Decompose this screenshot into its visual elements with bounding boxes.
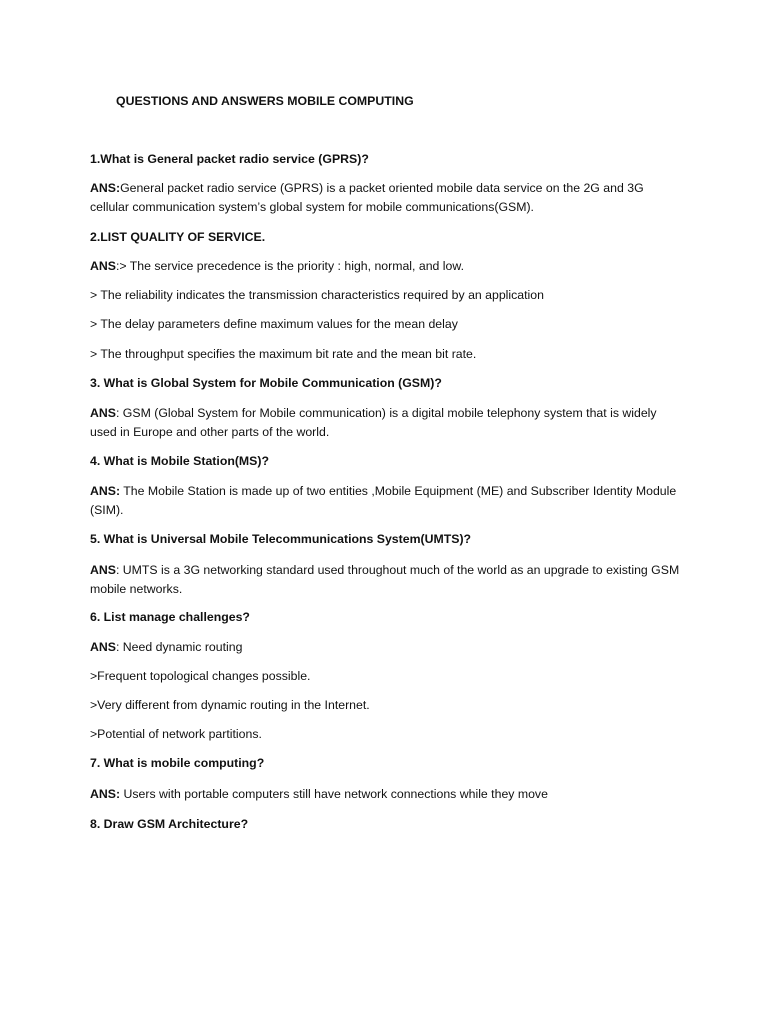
document-title: QUESTIONS AND ANSWERS MOBILE COMPUTING — [116, 94, 414, 108]
question-7: 7. What is mobile computing? — [90, 756, 265, 770]
answer-4-text: The Mobile Station is made up of two entities ,Mobile Equipment (ME) and Subscriber Identity Module (SIM). — [90, 484, 677, 517]
answer-5-text: : UMTS is a 3G networking standard used throughout much of the world as an upgrade to existing GSM mobile networks. — [90, 563, 680, 596]
answer-7-text: Users with portable computers still have network connections while they move — [120, 787, 548, 801]
answer-3-text: : GSM (Global System for Mobile communication) is a digital mobile telephony system that is widely used in Europe and other parts of the world. — [90, 406, 657, 439]
answer-3 — [90, 404, 682, 442]
question-2: 2.LIST QUALITY OF SERVICE. — [90, 230, 266, 244]
question-5: 5. What is Universal Mobile Telecommunications System(UMTS)? — [90, 532, 472, 546]
answer-2-label: ANS — [90, 259, 116, 273]
answer-1-label: ANS: — [90, 181, 121, 195]
answer-4-label: ANS: — [90, 484, 121, 498]
answer-6-point-3: >Potential of network partitions. — [90, 727, 262, 741]
answer-5 — [90, 561, 682, 599]
answer-6 — [90, 638, 690, 657]
question-8: 8. Draw GSM Architecture? — [90, 817, 249, 831]
answer-1 — [90, 179, 682, 217]
answer-5-label: ANS — [90, 563, 116, 577]
answer-2 — [90, 257, 690, 276]
answer-2-point-1: > The reliability indicates the transmission characteristics required by an application — [90, 288, 544, 302]
answer-7-label: ANS: — [90, 787, 121, 801]
question-6: 6. List manage challenges? — [90, 610, 250, 624]
question-4: 4. What is Mobile Station(MS)? — [90, 454, 269, 468]
answer-4 — [90, 482, 682, 520]
answer-7 — [90, 785, 690, 804]
question-3: 3. What is Global System for Mobile Communication (GSM)? — [90, 376, 442, 390]
answer-2-point-2: > The delay parameters define maximum values for the mean delay — [90, 317, 458, 331]
answer-2-text: :> The service precedence is the priority : high, normal, and low. — [115, 259, 464, 273]
answer-6-label: ANS — [90, 640, 116, 654]
answer-6-point-2: >Very different from dynamic routing in the Internet. — [90, 698, 370, 712]
answer-1-text: General packet radio service (GPRS) is a packet oriented mobile data service on the 2G and 3G cellular communication system’s global system for mobile communications(GSM). — [90, 181, 644, 214]
answer-3-label: ANS — [90, 406, 116, 420]
answer-6-text: : Need dynamic routing — [115, 640, 243, 654]
question-1: 1.What is General packet radio service (GPRS)? — [90, 152, 369, 166]
answer-2-point-3: > The throughput specifies the maximum bit rate and the mean bit rate. — [90, 347, 477, 361]
answer-6-point-1: >Frequent topological changes possible. — [90, 669, 311, 683]
